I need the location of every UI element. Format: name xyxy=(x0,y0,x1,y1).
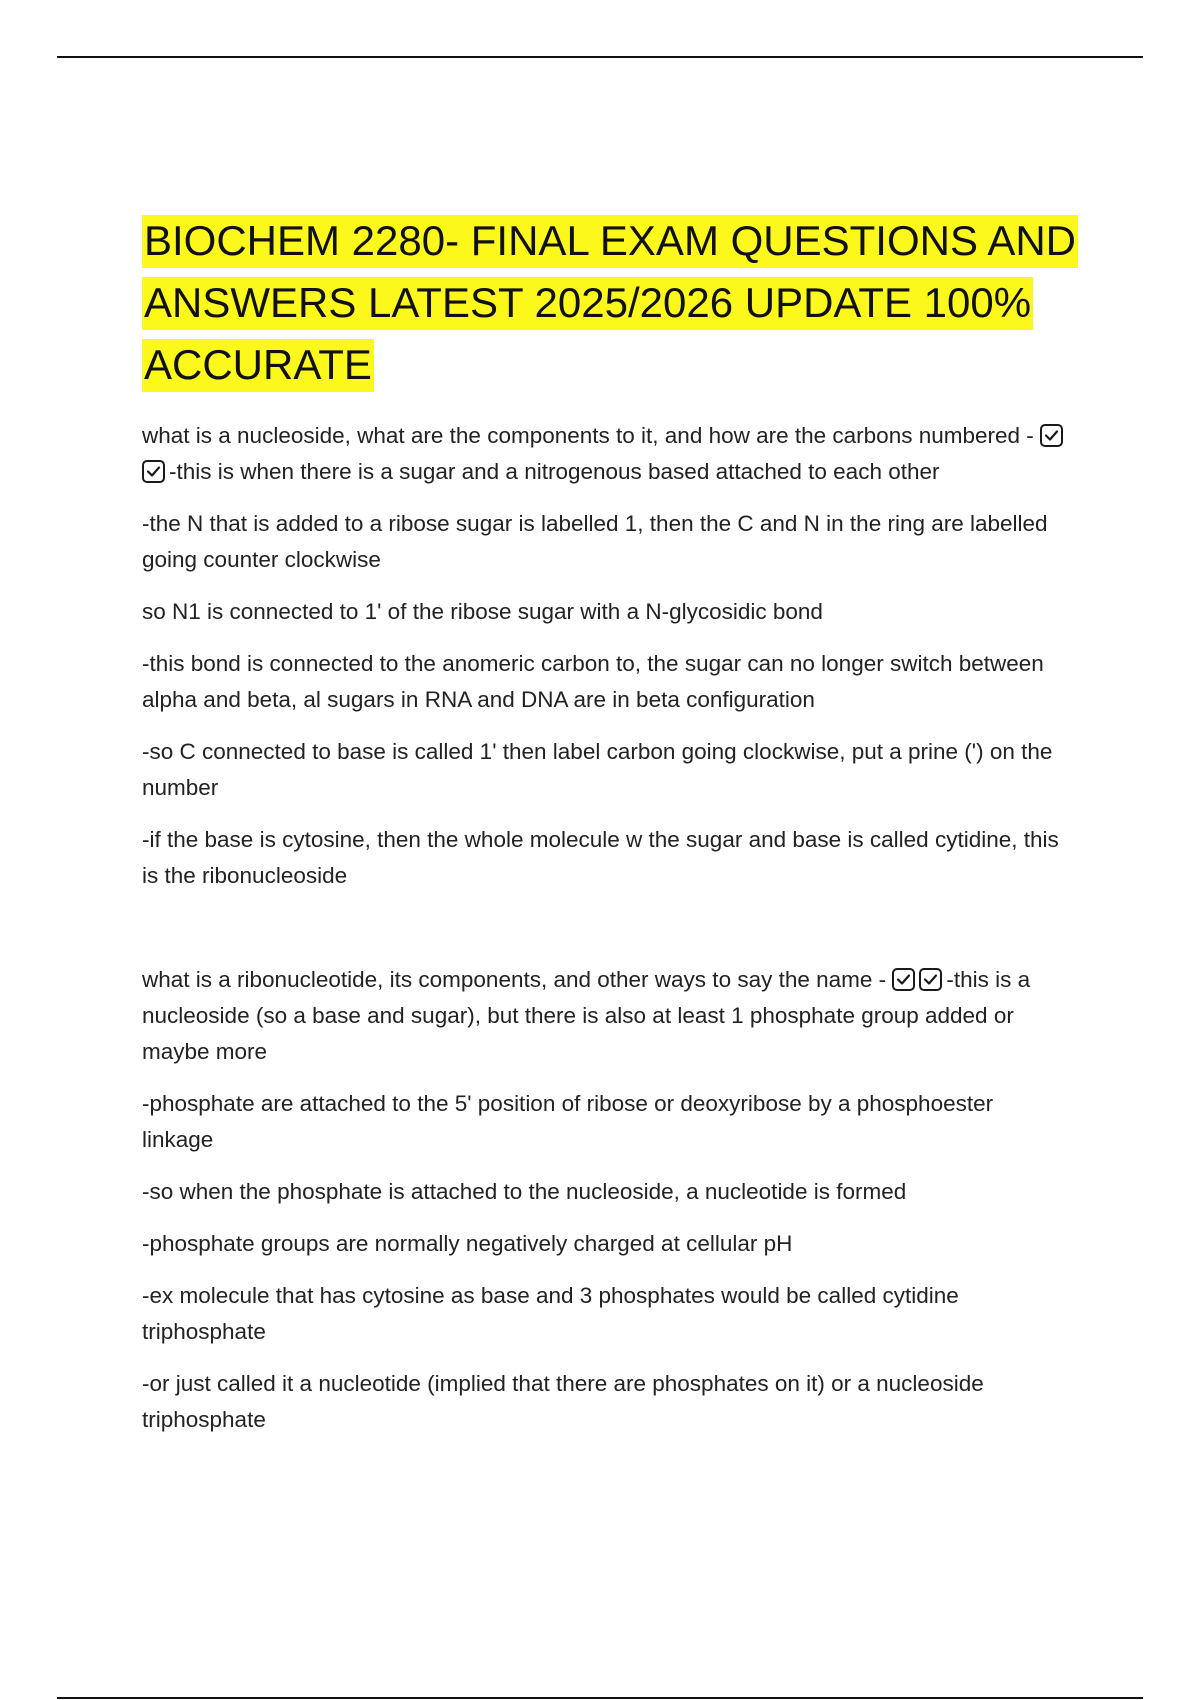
answer-1-detail-5: -if the base is cytosine, then the whole molecule w the sugar and base is called cytidine, this is the ribonucleoside xyxy=(142,827,1059,888)
answer-2-detail-2: -so when the phosphate is attached to the nucleoside, a nucleotide is formed xyxy=(142,1179,907,1204)
title-highlight: BIOCHEM 2280- FINAL EXAM QUESTIONS AND ANSWERS LATEST 2025/2026 UPDATE 100% ACCURATE xyxy=(142,215,1078,392)
question-spacer xyxy=(142,910,1070,962)
document-body xyxy=(142,418,1070,1454)
answer-2-detail-5: -or just called it a nucleotide (implied that there are phosphates on it) or a nucleoside triphosphate xyxy=(142,1371,984,1432)
answer-2-lead: -this is a nucleoside (so a base and sugar), but there is also at least 1 phosphate group added or maybe more xyxy=(142,967,1031,1064)
question-1-block xyxy=(142,418,1070,490)
question-2-block xyxy=(142,962,1070,1070)
answer-2-detail-3: -phosphate groups are normally negatively charged at cellular pH xyxy=(142,1231,793,1256)
page-title xyxy=(142,210,1092,396)
answer-1-detail-2: so N1 is connected to 1' of the ribose sugar with a N-glycosidic bond xyxy=(142,599,823,624)
check-box-icon xyxy=(919,968,942,991)
answer-1-detail-4: -so C connected to base is called 1' then label carbon going clockwise, put a prine (') on the number xyxy=(142,739,1053,800)
answer-1-detail-3: -this bond is connected to the anomeric carbon to, the sugar can no longer switch between alpha and beta, al sugars in RNA and DNA are in beta configuration xyxy=(142,651,1044,712)
check-box-icon xyxy=(892,968,915,991)
answer-2-detail-4: -ex molecule that has cytosine as base and 3 phosphates would be called cytidine triphosphate xyxy=(142,1283,959,1344)
bottom-rule xyxy=(57,1697,1143,1699)
answer-2-detail-1: -phosphate are attached to the 5' position of ribose or deoxyribose by a phosphoester linkage xyxy=(142,1091,994,1152)
top-rule xyxy=(57,56,1143,58)
check-box-icon xyxy=(1040,424,1063,447)
answer-1-lead: -this is when there is a sugar and a nitrogenous based attached to each other xyxy=(169,459,940,484)
question-2-text: what is a ribonucleotide, its components, and other ways to say the name - xyxy=(142,967,893,992)
question-1-text: what is a nucleoside, what are the components to it, and how are the carbons numbered - xyxy=(142,423,1041,448)
answer-1-detail-1: -the N that is added to a ribose sugar is labelled 1, then the C and N in the ring are labelled going counter clockwise xyxy=(142,511,1048,572)
check-box-icon xyxy=(142,460,165,483)
